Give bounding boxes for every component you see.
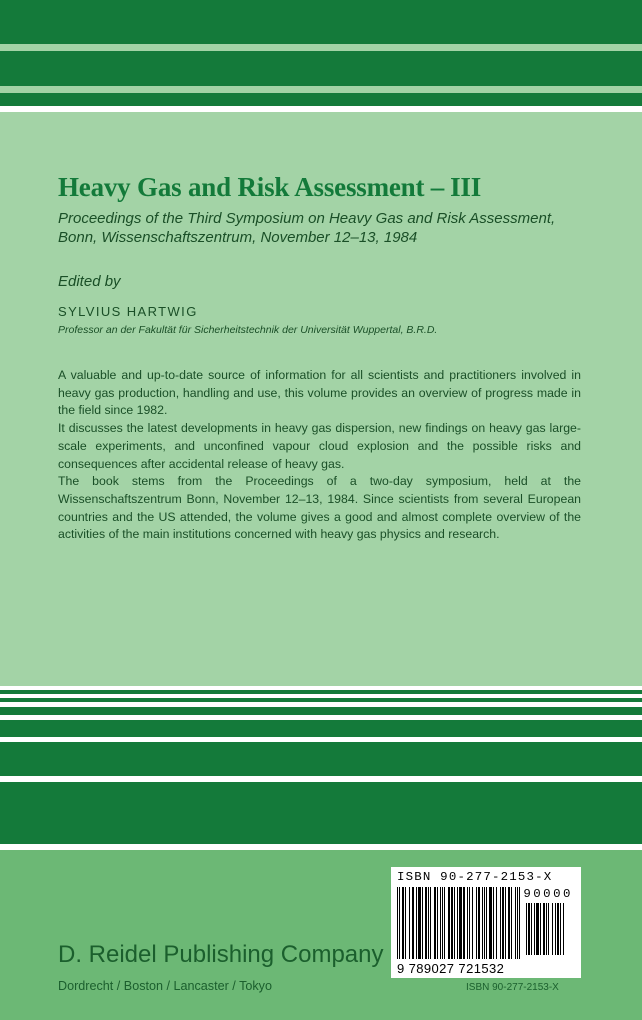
barcode-bar (540, 903, 541, 955)
bottom-stripe-6 (0, 707, 642, 715)
barcode-bar (528, 903, 530, 955)
isbn-footer: ISBN 90-277-2153-X (466, 982, 559, 993)
barcode-bar (405, 887, 406, 959)
barcode-bar (467, 887, 468, 959)
book-title (58, 172, 481, 203)
barcode-bar (472, 887, 473, 959)
barcode-bar (434, 887, 436, 959)
barcode-ean-digits: 9 789027 721532 (397, 961, 505, 976)
editor-name: SYLVIUS HARTWIG (58, 304, 198, 319)
barcode-bar (496, 887, 497, 959)
barcode-addon-bars (526, 903, 574, 961)
barcode-bar (437, 887, 438, 959)
barcode-price-code: 90000 (523, 887, 573, 901)
bottom-stripe-8 (0, 720, 642, 737)
barcode-bar (531, 903, 532, 955)
volume-number: III (450, 172, 482, 202)
barcode-bar (519, 887, 520, 959)
barcode-bar (560, 903, 561, 955)
barcode-bar (526, 903, 527, 955)
publisher-name: D. Reidel Publishing Company (58, 941, 384, 968)
book-description (58, 367, 581, 544)
top-white-stripe (0, 106, 642, 112)
barcode-bar (517, 887, 518, 959)
barcode-bar (430, 887, 431, 959)
barcode-bar (502, 887, 504, 959)
barcode-bar (444, 887, 445, 959)
subtitle-line-1: Proceedings of the Third Symposium on Heavy Gas and Risk Assessment, (58, 210, 556, 227)
top-band-1 (0, 0, 642, 44)
barcode-bar (451, 887, 453, 959)
barcode-bar (457, 887, 458, 959)
top-band-2 (0, 51, 642, 86)
description-paragraph-1: A valuable and up-to-date source of information for all scientists and practitioners involved in heavy gas production, handling and use, this volume provides an overview of progress made in the field since 1982. (58, 368, 581, 418)
barcode-bar (536, 903, 539, 955)
barcode-bar (500, 887, 501, 959)
barcode-bar (418, 887, 421, 959)
barcode-bar (555, 903, 556, 955)
subtitle-line-2: Bonn, Wissenschaftszentrum, November 12–13, 1984 (58, 228, 418, 246)
barcode-bar (463, 887, 465, 959)
editor-affiliation: Professor an der Fakultät für Sicherheitstechnik der Universität Wuppertal, B.R.D. (58, 324, 438, 336)
barcode-bar (442, 887, 443, 959)
barcode-bar (482, 887, 483, 959)
barcode-bar (454, 887, 455, 959)
barcode-isbn: ISBN 90-277-2153-X (397, 870, 553, 884)
barcode-bar (459, 887, 462, 959)
barcode-bar (440, 887, 441, 959)
description-paragraph-2: It discusses the latest developments in heavy gas dispersion, new findings on heavy gas large-scale experiments, and unconfined vapour cloud explosion and the possible risks and consequences after accidental release of heavy gas. (58, 421, 581, 471)
barcode-bar (505, 887, 506, 959)
barcode-bar (563, 903, 564, 955)
barcode-bar (515, 887, 516, 959)
barcode-bar (478, 887, 480, 959)
barcode-bar (493, 887, 494, 959)
barcode-bar (469, 887, 470, 959)
barcode-bar (552, 903, 553, 955)
barcode-bar (484, 887, 485, 959)
bottom-stripe-10 (0, 742, 642, 776)
barcode-bars (397, 887, 522, 961)
edited-by-label: Edited by (58, 273, 121, 290)
barcode-bar (557, 903, 559, 955)
barcode-bar (511, 887, 512, 959)
barcode-bar (476, 887, 477, 959)
barcode-bar (422, 887, 423, 959)
publisher-cities: Dordrecht / Boston / Lancaster / Tokyo (58, 979, 272, 993)
top-band-3 (0, 93, 642, 106)
book-subtitle (58, 210, 555, 247)
barcode-bar (489, 887, 492, 959)
barcode-bar (543, 903, 545, 955)
barcode-bar (486, 887, 487, 959)
barcode-bar (412, 887, 414, 959)
barcode-label (391, 867, 581, 978)
barcode-bar (548, 903, 549, 955)
barcode-bar (416, 887, 417, 959)
barcode-bar (397, 887, 398, 959)
barcode-bar (534, 903, 535, 955)
barcode-bar (428, 887, 429, 959)
description-paragraph-3: The book stems from the Proceedings of a two-day symposium, held at the Wissenschaftszentrum Bonn, November 12–13, 1984. Since scientists from several European countries and the US attended, the volume gives a good and almost complete overview of the activities of the main institutions concerned with heavy gas physics and research. (58, 474, 581, 542)
barcode-bar (399, 887, 400, 959)
barcode-bar (425, 887, 427, 959)
barcode-bar (402, 887, 404, 959)
barcode-bar (508, 887, 510, 959)
bottom-band-dark (0, 782, 642, 844)
barcode-bar (409, 887, 410, 959)
book-title-text: Heavy Gas and Risk Assessment – (58, 172, 445, 202)
barcode-bar (546, 903, 547, 955)
barcode-bar (448, 887, 450, 959)
